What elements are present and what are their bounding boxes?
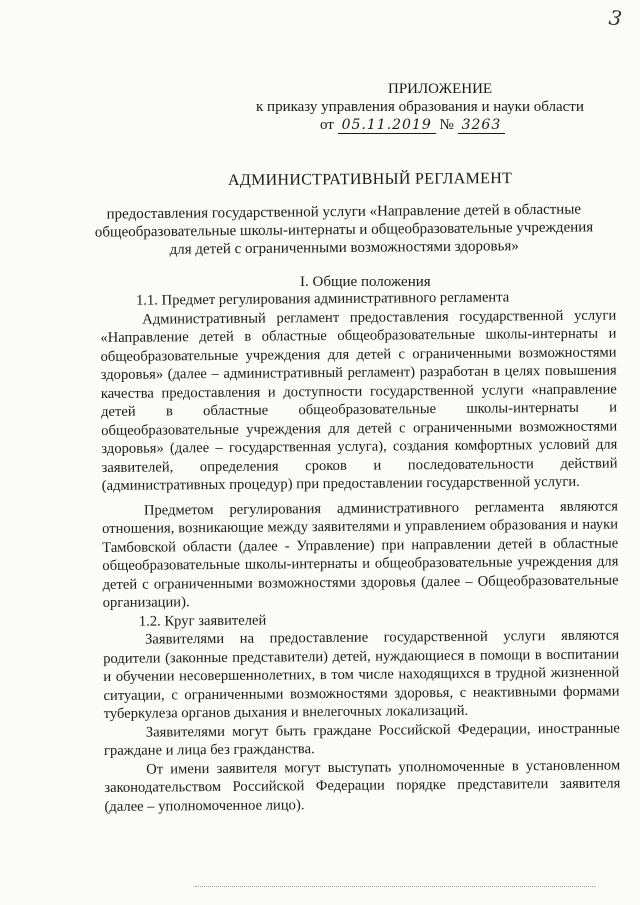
body-paragraph: Заявителями могут быть граждане Российской Федерации, иностранные граждане и лица без гражданства. [103, 719, 620, 759]
number-prefix: № [439, 117, 454, 133]
section-title: I. Общие положения [300, 274, 431, 290]
order-date: 05.11.2019 [338, 117, 436, 134]
footer-scan-line [195, 886, 595, 887]
page-number: 3 [607, 5, 624, 31]
body-paragraph: Заявителями на предоставление государственной услуги являются родители (законные представители) детей, нуждающиеся в помощи в воспитании и обучении несовершеннолетних, в том числе находящихся в трудной жизненной ситуации, с ограниченными возможностями здоровья, с неактивными формами туберкулеза органов дыхания и внелегочных локализаций. [103, 627, 620, 722]
body-paragraph: Административный регламент предоставления государственной услуги «Направление детей в областные общеобразовательные школы-интернаты и общеобразовательные учреждения для детей с ограниченными возможностями здоровья» (далее – административный регламент) разработан в целях повышения качества предоставления и доступности государственной услуги «направление детей в областные общеобразовательные школы-интернаты и общеобразовательные учреждения для детей с ограниченными возможностями здоровья» (далее – государственная услуга), создания комфортных условий для заявителей, определения сроков и последовательности действий (административных процедур) при предоставлении государственной услуги. [100, 306, 618, 494]
subsection-heading: 1.2. Круг заявителей [138, 612, 267, 630]
document-body [100, 287, 621, 815]
body-paragraph: Предметом регулирования административного регламента являются отношения, возникающие между заявителями и управлением образования и науки Тамбовской области (далее - Управление) при направлении детей в областные общеобразовательные школы-интернаты и общеобразовательные учреждения для детей с ограниченными возможностями здоровья (далее – Общеобразовательные организации). [101, 497, 619, 611]
document-title: АДМИНИСТРАТИВНЫЙ РЕГЛАМЕНТ [227, 170, 513, 189]
appendix-order-line: к приказу управления образования и науки области [256, 99, 584, 115]
document-subtitle: предоставления государственной услуги «Направление детей в областные общеобразовательные школы-интернаты и общеобразовательные учреждения для детей с ограниченными возможностями здоровья» [94, 201, 594, 258]
body-paragraph: От имени заявителя могут выступать уполномоченные в установленном законодательством Российской Федерации порядке представители заявителя (далее – уполномоченное лицо). [104, 756, 621, 815]
date-prefix: от [320, 117, 334, 133]
order-number: 3263 [458, 117, 506, 134]
appendix-date-line [256, 116, 616, 134]
subsection-heading: 1.1. Предмет регулирования административного регламента [136, 289, 510, 309]
appendix-title: ПРИЛОЖЕНИЕ [388, 81, 493, 97]
appendix-block [256, 80, 616, 134]
